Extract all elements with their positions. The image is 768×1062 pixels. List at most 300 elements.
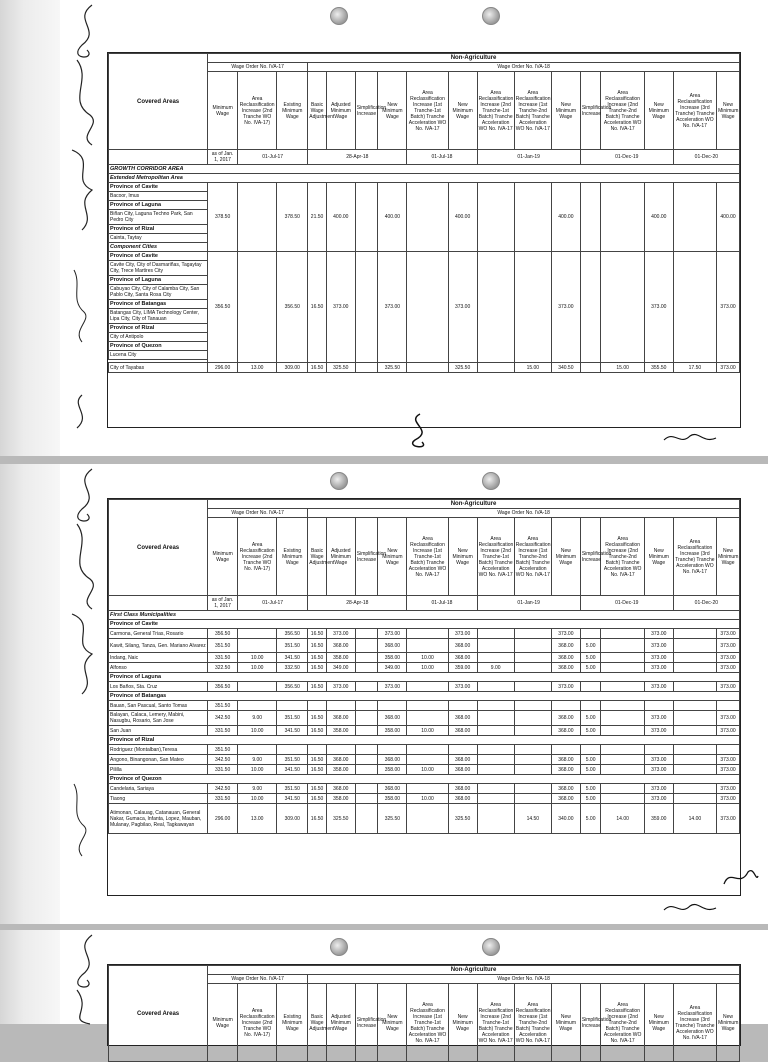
value-cell: 368.00	[551, 726, 580, 736]
value-cell: 368.00	[326, 784, 355, 794]
value-cell	[644, 745, 673, 755]
value-cell: 373.00	[717, 639, 740, 653]
value-cell: 331.50	[208, 653, 238, 663]
value-cell	[514, 726, 551, 736]
column-header: Area Reclassification Increase (2nd Tranche-2nd Batch) Tranche Acceleration WO No. IVA-17	[601, 984, 644, 1062]
value-cell	[355, 804, 378, 834]
value-cell: 373.00	[717, 711, 740, 726]
value-cell	[514, 745, 551, 755]
value-cell: 368.00	[551, 765, 580, 775]
group-title: Non-Agriculture	[208, 500, 740, 509]
value-cell	[514, 629, 551, 639]
column-header: Simplification Increase	[580, 984, 601, 1062]
value-cell: 10.00	[407, 765, 448, 775]
value-cell: 358.00	[378, 794, 407, 804]
value-cell	[601, 701, 644, 711]
value-cell	[355, 701, 378, 711]
value-cell: 351.50	[208, 701, 238, 711]
initials-signature-icon	[660, 426, 720, 450]
province-heading: Province of Batangas	[109, 692, 740, 701]
value-cell: 373.00	[551, 682, 580, 692]
value-cell	[601, 663, 644, 673]
value-cell: 373.00	[717, 784, 740, 794]
value-cell: 5.00	[580, 794, 601, 804]
group-title: Non-Agriculture	[208, 54, 740, 63]
value-cell: 309.00	[277, 804, 308, 834]
value-cell: 368.00	[551, 794, 580, 804]
table-row	[109, 682, 740, 692]
value-cell	[477, 682, 514, 692]
wage-order-17-header: Wage Order No. IVA-17	[208, 975, 308, 984]
column-header: New Minimum Wage	[448, 72, 477, 150]
value-cell: 349.00	[326, 663, 355, 673]
value-cell	[355, 653, 378, 663]
area-cell: Cavite City, City of Dasmariñas, Tagaytay City, Trece Martires City	[109, 261, 208, 276]
value-cell	[551, 745, 580, 755]
covered-areas-header: Covered Areas	[109, 54, 208, 150]
value-cell	[514, 711, 551, 726]
value-cell: 368.00	[448, 653, 477, 663]
value-cell: 373.00	[644, 711, 673, 726]
value-cell: 359.00	[644, 804, 673, 834]
value-cell	[277, 701, 308, 711]
punch-hole-icon	[330, 938, 348, 956]
value-cell: 368.00	[448, 726, 477, 736]
value-cell: 341.50	[277, 765, 308, 775]
value-cell: 13.00	[238, 804, 277, 834]
value-cell	[238, 682, 277, 692]
value-cell	[477, 745, 514, 755]
value-cell	[673, 682, 716, 692]
column-header: New Minimum Wage	[644, 518, 673, 596]
area-cell: Bauan, San Pascual, Santo Tomas	[109, 701, 208, 711]
column-header: Area Reclassification Increase (2nd Tranche WO No. IVA-17)	[238, 984, 277, 1062]
value-cell: 349.00	[378, 663, 407, 673]
value-cell: 359.00	[448, 663, 477, 673]
category-heading: Extended Metropolitan Area	[109, 174, 740, 183]
value-cell: 373.00	[717, 653, 740, 663]
wage-order-17-header: Wage Order No. IVA-17	[208, 63, 308, 72]
table-row	[109, 784, 740, 794]
column-header: New Minimum Wage	[717, 518, 740, 596]
value-cell: 5.00	[580, 804, 601, 834]
value-cell: 341.50	[277, 653, 308, 663]
table-row	[109, 794, 740, 804]
value-cell: 331.50	[208, 765, 238, 775]
column-header: Simplification Increase	[355, 984, 378, 1062]
document-page-2	[0, 464, 768, 924]
column-header: Minimum Wage	[208, 518, 238, 596]
value-cell: 9.00	[238, 755, 277, 765]
value-cell	[580, 701, 601, 711]
value-cell	[477, 653, 514, 663]
date-cell: 01-Jan-19	[477, 596, 580, 611]
date-cell: as of Jan. 1, 2017	[208, 596, 238, 611]
column-header: New Minimum Wage	[717, 72, 740, 150]
value-cell	[477, 794, 514, 804]
punch-hole-icon	[482, 472, 500, 490]
value-cell	[601, 726, 644, 736]
value-cell: 373.00	[378, 682, 407, 692]
punch-hole-icon	[330, 7, 348, 25]
value-cell: 16.50	[308, 682, 327, 692]
area-cell: Alfonso	[109, 663, 208, 673]
value-cell	[355, 755, 378, 765]
value-cell	[673, 629, 716, 639]
value-cell	[717, 745, 740, 755]
province-heading: Province of Laguna	[109, 276, 208, 285]
column-header: Minimum Wage	[208, 72, 238, 150]
province-heading: Province of Cavite	[109, 620, 740, 629]
value-cell	[308, 701, 327, 711]
column-header: Area Reclassification Increase (1st Tranche-2nd Batch) Tranche Acceleration WO No. IVA-17	[514, 72, 551, 150]
value-cell	[551, 701, 580, 711]
column-header: Area Reclassification Increase (2nd Tranche-2nd Batch) Tranche Acceleration WO No. IVA-17	[601, 518, 644, 596]
column-header: Area Reclassification Increase (1st Tranche-2nd Batch) Tranche Acceleration WO No. IVA-17	[514, 518, 551, 596]
value-cell: 351.50	[277, 639, 308, 653]
value-cell	[238, 745, 277, 755]
value-cell: 368.00	[448, 784, 477, 794]
column-header: Basic Wage Adjustment	[308, 72, 327, 150]
value-cell	[355, 711, 378, 726]
value-cell: 356.50	[277, 682, 308, 692]
value-cell: 356.50	[208, 682, 238, 692]
margin-signatures	[62, 464, 108, 904]
value-cell: 342.50	[208, 755, 238, 765]
value-cell: 373.00	[326, 629, 355, 639]
value-cell	[407, 682, 448, 692]
area-cell: Angono, Binangonan, San Mateo	[109, 755, 208, 765]
value-cell: 368.00	[448, 711, 477, 726]
column-header: New Minimum Wage	[717, 984, 740, 1062]
value-cell: 368.00	[448, 794, 477, 804]
value-cell: 325.50	[378, 804, 407, 834]
area-cell: City of Antipolo	[109, 333, 208, 342]
value-cell	[477, 784, 514, 794]
value-cell	[308, 745, 327, 755]
margin-signatures	[62, 930, 108, 1024]
value-cell	[673, 755, 716, 765]
page-fold-shadow	[0, 0, 60, 456]
wage-table-page-1: Covered Areas Non-Agriculture Wage Order No. IVA-17 Wage Order No. IVA-18 Minimum Wage Area Reclassification Increase (2nd Tranche WO No. IVA-17) Existing Minimum Wage Basic Wage Adjustment Adjusted Minimum Wage Simplification Increase New Minimum Wage Area Reclassification Increase (1st Tranche-1st Batch) Tranche Acceleration WO No. IVA-17 New Minimum Wage Area Reclassification Increase (2nd Tranche-1st Batch) Tranche Acceleration WO No. IVA-17 Area Reclassification Increase (1st Tranche-2nd Batch) Tranche Acceleration WO No. IVA-17 New Minimum Wage Simplification Increase Area Reclassification Increase (2nd Tranche-2nd Batch) Tranche Acceleration WO No. IVA-17 New Minimum Wage Area Reclassification Increase (3rd Tranche) Tranche Acceleration WO No. IVA-17 New Minimum Wage as of Jan. 1, 2017 01-Jul-17 28-Apr-18 01-Jul-18 01-Jan-19 01-Dec-19 01-Dec-20 GROWTH CORRIDOR AREA Extended Metropolitan Area Province of Cavite 378.50 378.50 21.50 400.00 400.00 400.00 400.00 400.00 400.00 Bacoor, Imus Province of Laguna Biñan City, Laguna Techno Park, San Pedro City Province of Rizal Cainta, Taytay Component Cities Province of Cavite 356.50 356.50 16.50 373.00 373.00 373.00 373.00 373.00 373.00 Cavite City, City of Dasmariñas, Tagaytay City, Trece Martires City Province of Laguna Cabuyao City, City of Calamba City, San Pablo City, Santa Rosa City Province of Batangas Batangas City, LIMA Technology Center, Lipa City, City of Tanauan Province of Rizal City of Antipolo Province of Quezon Lucena City City of Tayabas 296.00 13.00 309.00 16.50 325.50 325.50 325.50 15.00 340.50 15.00 355.50 17.50 373.00	[110, 55, 739, 371]
column-header: Area Reclassification Increase (1st Tranche-1st Batch) Tranche Acceleration WO No. IVA-17	[407, 72, 448, 150]
covered-areas-header: Covered Areas	[109, 500, 208, 596]
area-cell: Rodriguez (Montalban),Teresa	[109, 745, 208, 755]
value-cell	[477, 639, 514, 653]
column-header: Area Reclassification Increase (1st Tranche-1st Batch) Tranche Acceleration WO No. IVA-17	[407, 518, 448, 596]
value-cell	[717, 701, 740, 711]
value-cell: 358.00	[378, 765, 407, 775]
value-cell: 5.00	[580, 784, 601, 794]
value-cell: 5.00	[580, 653, 601, 663]
value-cell	[407, 639, 448, 653]
value-cell: 358.00	[326, 653, 355, 663]
value-cell: 331.50	[208, 794, 238, 804]
column-header: Adjusted Minimum Wage	[326, 72, 355, 150]
column-header: New Minimum Wage	[378, 72, 407, 150]
table-row	[109, 629, 740, 639]
value-cell	[378, 745, 407, 755]
column-header: Area Reclassification Increase (1st Tranche-1st Batch) Tranche Acceleration WO No. IVA-17	[407, 984, 448, 1062]
value-cell: 341.50	[277, 794, 308, 804]
column-header: Area Reclassification Increase (2nd Tranche-2nd Batch) Tranche Acceleration WO No. IVA-17	[601, 72, 644, 150]
table-row	[109, 755, 740, 765]
wage-order-17-header: Wage Order No. IVA-17	[208, 509, 308, 518]
area-cell: Tiaong	[109, 794, 208, 804]
category-heading: First Class Municipalities	[109, 611, 740, 620]
province-heading: Province of Laguna	[109, 201, 208, 210]
value-cell: 358.00	[326, 765, 355, 775]
value-cell: 5.00	[580, 663, 601, 673]
value-cell: 16.50	[308, 711, 327, 726]
area-cell: Atimonan, Calauag, Catanauan, General Nakar, Gumaca, Infanta, Lopez, Mauban, Mulanay, Pagbilao, Real, Tagkawayan	[109, 804, 208, 834]
wage-table-page-2	[108, 499, 740, 834]
value-cell: 373.00	[378, 629, 407, 639]
value-cell: 9.00	[238, 784, 277, 794]
value-cell: 5.00	[580, 765, 601, 775]
page-fold-shadow	[0, 464, 60, 924]
column-header: Area Reclassification Increase (3rd Tranche) Tranche Acceleration WO No. IVA-17	[673, 984, 716, 1062]
value-cell: 16.50	[308, 784, 327, 794]
value-cell	[601, 765, 644, 775]
area-cell: Pililla	[109, 765, 208, 775]
area-cell: Bacoor, Imus	[109, 192, 208, 201]
column-header: Existing Minimum Wage	[277, 518, 308, 596]
wage-order-18-header: Wage Order No. IVA-18	[308, 63, 740, 72]
date-cell: 01-Jul-17	[238, 596, 308, 611]
value-cell	[514, 794, 551, 804]
value-cell: 373.00	[644, 653, 673, 663]
date-cell: 01-Dec-19	[580, 596, 673, 611]
table-row	[109, 745, 740, 755]
value-cell: 373.00	[448, 682, 477, 692]
category-heading: Component Cities	[109, 243, 208, 252]
value-cell	[601, 794, 644, 804]
value-cell	[355, 726, 378, 736]
value-cell	[477, 755, 514, 765]
date-cell: 28-Apr-18	[308, 150, 407, 165]
area-cell: Los Baños, Sta. Cruz	[109, 682, 208, 692]
column-header: New Minimum Wage	[378, 984, 407, 1062]
value-cell	[407, 711, 448, 726]
value-cell: 356.50	[208, 629, 238, 639]
value-cell	[673, 701, 716, 711]
area-cell: Balayan, Calaca, Lemery, Mabini, Nasugbu, Rosario, San Jose	[109, 711, 208, 726]
value-cell	[601, 745, 644, 755]
area-cell: Biñan City, Laguna Techno Park, San Pedro City	[109, 210, 208, 225]
value-cell	[407, 629, 448, 639]
value-cell: 373.00	[717, 794, 740, 804]
value-cell	[407, 745, 448, 755]
area-cell: Cabuyao City, City of Calamba City, San Pablo City, Santa Rosa City	[109, 285, 208, 300]
date-cell: 01-Jul-18	[407, 596, 477, 611]
value-cell: 368.00	[378, 755, 407, 765]
value-cell	[580, 745, 601, 755]
column-header: Area Reclassification Increase (1st Tranche-2nd Batch) Tranche Acceleration WO No. IVA-17	[514, 984, 551, 1062]
column-header: Area Reclassification Increase (3rd Tranche) Tranche Acceleration WO No. IVA-17	[673, 518, 716, 596]
column-header: New Minimum Wage	[551, 518, 580, 596]
column-header: Existing Minimum Wage	[277, 984, 308, 1062]
value-cell	[673, 784, 716, 794]
value-cell: 356.50	[277, 629, 308, 639]
date-cell: 01-Jul-17	[238, 150, 308, 165]
wage-table-page-3	[108, 965, 740, 1062]
column-header: Basic Wage Adjustment	[308, 518, 327, 596]
wage-order-18-header: Wage Order No. IVA-18	[308, 509, 740, 518]
value-cell: 351.50	[277, 755, 308, 765]
province-heading: Province of Cavite	[109, 183, 208, 192]
value-cell: 340.00	[551, 804, 580, 834]
table-row	[109, 711, 740, 726]
column-header: Area Reclassification Increase (2nd Tranche-1st Batch) Tranche Acceleration WO No. IVA-17	[477, 72, 514, 150]
value-cell	[673, 711, 716, 726]
value-cell	[601, 755, 644, 765]
value-cell	[355, 765, 378, 775]
value-cell: 322.50	[208, 663, 238, 673]
value-cell	[477, 726, 514, 736]
value-cell: 5.00	[580, 639, 601, 653]
value-cell: 14.50	[514, 804, 551, 834]
value-cell: 9.00	[238, 711, 277, 726]
value-cell: 16.50	[308, 663, 327, 673]
area-cell: Kawit, Silang, Tanza, Gen. Mariano Alvarez	[109, 639, 208, 653]
value-cell	[601, 629, 644, 639]
table-row	[109, 653, 740, 663]
value-cell: 373.00	[717, 765, 740, 775]
value-cell: 10.00	[407, 794, 448, 804]
value-cell	[601, 653, 644, 663]
table-row	[109, 639, 740, 653]
area-cell: City of Tayabas	[109, 363, 208, 373]
value-cell	[601, 639, 644, 653]
value-cell: 368.00	[551, 639, 580, 653]
value-cell	[407, 701, 448, 711]
wage-table-sheet	[107, 964, 741, 1046]
area-cell: Lucena City	[109, 351, 208, 360]
value-cell	[477, 765, 514, 775]
column-header: New Minimum Wage	[448, 984, 477, 1062]
value-cell	[355, 784, 378, 794]
value-cell	[514, 755, 551, 765]
value-cell	[448, 701, 477, 711]
value-cell: 368.00	[551, 784, 580, 794]
wage-table-sheet	[107, 498, 741, 896]
value-cell	[477, 804, 514, 834]
column-header: Minimum Wage	[208, 984, 238, 1062]
table-row	[109, 765, 740, 775]
value-cell: 16.50	[308, 639, 327, 653]
value-cell: 368.00	[378, 784, 407, 794]
column-header: New Minimum Wage	[644, 984, 673, 1062]
value-cell: 341.50	[277, 726, 308, 736]
value-cell: 10.00	[238, 663, 277, 673]
value-cell: 16.50	[308, 755, 327, 765]
value-cell: 342.50	[208, 784, 238, 794]
date-cell: 28-Apr-18	[308, 596, 407, 611]
value-cell	[355, 663, 378, 673]
value-cell	[477, 629, 514, 639]
value-cell	[514, 765, 551, 775]
value-cell: 358.00	[326, 726, 355, 736]
value-cell	[514, 653, 551, 663]
date-cell: 01-Jan-19	[477, 150, 580, 165]
column-header: Basic Wage Adjustment	[308, 984, 327, 1062]
value-cell	[238, 629, 277, 639]
value-cell	[514, 639, 551, 653]
value-cell	[580, 629, 601, 639]
value-cell	[407, 755, 448, 765]
value-cell	[601, 682, 644, 692]
value-cell: 351.50	[277, 711, 308, 726]
area-cell: Candelaria, Sariaya	[109, 784, 208, 794]
value-cell	[514, 682, 551, 692]
column-header: Simplification Increase	[355, 72, 378, 150]
value-cell	[673, 745, 716, 755]
table-row	[109, 804, 740, 834]
column-header: New Minimum Wage	[644, 72, 673, 150]
province-heading: Province of Rizal	[109, 324, 208, 333]
value-cell	[514, 663, 551, 673]
value-cell	[477, 701, 514, 711]
area-cell: Cainta, Taytay	[109, 234, 208, 243]
column-header: Simplification Increase	[580, 518, 601, 596]
value-cell: 368.00	[551, 711, 580, 726]
province-heading: Province of Quezon	[109, 342, 208, 351]
column-header: Adjusted Minimum Wage	[326, 518, 355, 596]
group-title: Non-Agriculture	[208, 966, 740, 975]
value-cell	[277, 745, 308, 755]
value-cell: 9.00	[477, 663, 514, 673]
value-cell: 368.00	[378, 711, 407, 726]
value-cell	[580, 682, 601, 692]
value-cell: 373.00	[644, 784, 673, 794]
column-header: Adjusted Minimum Wage	[326, 984, 355, 1062]
value-cell: 331.50	[208, 726, 238, 736]
punch-hole-icon	[482, 7, 500, 25]
column-header: Area Reclassification Increase (2nd Tranche-1st Batch) Tranche Acceleration WO No. IVA-17	[477, 518, 514, 596]
table-row	[109, 726, 740, 736]
value-cell: 358.00	[378, 726, 407, 736]
punch-hole-icon	[482, 938, 500, 956]
value-cell	[355, 745, 378, 755]
value-cell: 10.00	[407, 663, 448, 673]
area-cell: Carmona, General Trias, Rosario	[109, 629, 208, 639]
value-cell: 16.50	[308, 653, 327, 663]
area-cell: Indang, Naic	[109, 653, 208, 663]
wage-table-sheet	[107, 52, 741, 428]
column-header: Area Reclassification Increase (3rd Tranche) Tranche Acceleration WO No. IVA-17	[673, 72, 716, 150]
value-cell: 351.50	[277, 784, 308, 794]
value-cell	[407, 804, 448, 834]
category-heading: GROWTH CORRIDOR AREA	[109, 165, 740, 174]
value-cell: 373.00	[717, 755, 740, 765]
value-cell: 368.00	[326, 711, 355, 726]
table-row	[109, 663, 740, 673]
value-cell: 368.00	[448, 765, 477, 775]
covered-areas-header: Covered Areas	[109, 966, 208, 1062]
date-cell: 01-Dec-19	[580, 150, 673, 165]
value-cell: 358.00	[326, 794, 355, 804]
province-heading: Province of Batangas	[109, 300, 208, 309]
province-heading: Province of Laguna	[109, 673, 740, 682]
value-cell: 368.00	[551, 663, 580, 673]
page-fold-shadow	[0, 930, 60, 1024]
value-cell: 373.00	[644, 726, 673, 736]
value-cell: 10.00	[238, 726, 277, 736]
value-cell: 10.00	[238, 765, 277, 775]
value-cell	[601, 711, 644, 726]
value-cell: 5.00	[580, 726, 601, 736]
